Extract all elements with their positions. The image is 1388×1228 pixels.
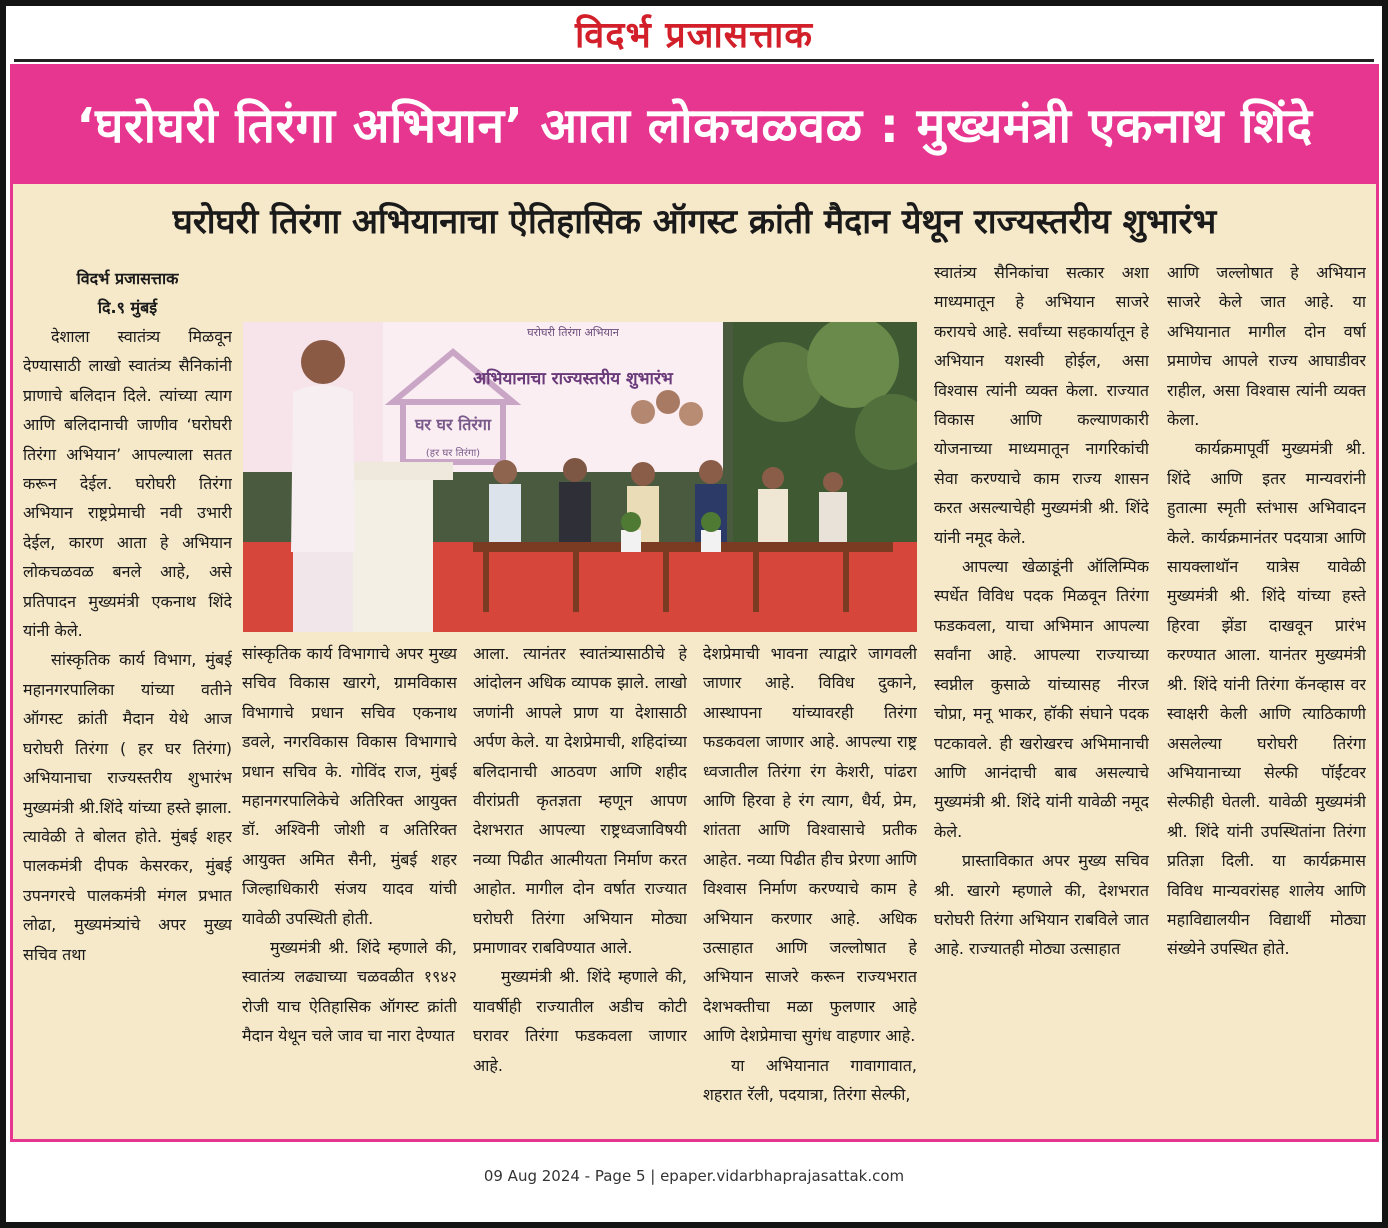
- article-column-2: [242, 639, 457, 1134]
- paragraph: प्रास्ताविकात अपर मुख्य सचिव श्री. खारगे म्हणाले की, देशभरात घरोघरी तिरंगा अभियान राबविले जात आहे. राज्यातही मोठ्या उत्साहात: [934, 851, 1149, 959]
- headline-banner: [10, 64, 1379, 184]
- paragraph: आपल्या खेळाडूंनी ऑलिम्पिक स्पर्धेत विविध पदक मिळवून तिरंगा फडकवला, याचा अभिमान आपल्या सर्वांना आहे. आपल्या राज्याच्या स्वप्नील कुसाळे यांच्यासह नीरज चोप्रा, मनू भाकर, हॉकी संघाने पदक पटकावले. ही खरोखरच अभिमानाची आणि आनंदाची बाब असल्याचे मुख्यमंत्री श्री. शिंदे यांनी यावेळी नमूद केले.: [934, 557, 1149, 841]
- masthead: [6, 6, 1382, 60]
- paragraph: सांस्कृतिक कार्य विभागाचे अपर मुख्य सचिव विकास खारगे, ग्रामविकास विभागाचे प्रधान सचिव एकनाथ डवले, नगरविकास विकास विभागाचे प्रधान सचिव के. गोविंद राज, मुंबई महानगरपालिकेचे अतिरिक्त आयुक्त डॉ. अश्विनी जोशी व अतिरिक्त आयुक्त अमित सैनी, मुंबई शहर जिल्हाधिकारी संजय यादव यांची यावेळी उपस्थिती होती.: [242, 644, 457, 928]
- article-column-5: [934, 258, 1149, 1134]
- paragraph: कार्यक्रमापूर्वी मुख्यमंत्री श्री. शिंदे आणि इतर मान्यवरांनी हुतात्मा स्मृती स्तंभास अभिवादन केले. कार्यक्रमानंतर पदयात्रा आणि सायक्लाथॉन यात्रेस यावेळी मुख्यमंत्री श्री. शिंदे यांच्या हस्ते हिरवा झेंडा दाखवून प्रारंभ करण्यात आला. यानंतर मुख्यमंत्री श्री. शिंदे यांनी तिरंगा कॅनव्हास वर स्वाक्षरी केली आणि त्याठिकाणी असलेल्या घरोघरी तिरंगा अभियानाच्या सेल्फी पॉईंटवर सेल्फीही घेतली. यावेळी मुख्यमंत्री श्री. शिंदे यांनी उपस्थितांना तिरंगा प्रतिज्ञा दिली. या कार्यक्रमास विविध मान्यवरांसह शालेय आणि महाविद्यालयीन विद्यार्थी मोठ्या संख्येने उपस्थित होते.: [1167, 439, 1366, 959]
- photo-banner-main: अभियानाचा राज्यस्तरीय शुभारंभ: [473, 369, 673, 389]
- article-column-6: [1167, 258, 1366, 1134]
- photo-logo-text: घर घर तिरंगा: [414, 415, 492, 434]
- paragraph: देशाला स्वातंत्र्य मिळवून देण्यासाठी लाखो स्वातंत्र्य सैनिकांनी प्राणाचे बलिदान दिले. त्यांच्या त्याग आणि बलिदानाची जाणीव ‘घरोघरी तिरंगा अभियान’ आपल्याला सतत करून देईल. घरोघरी तिरंगा अभियान राष्ट्रप्रेमाची नवी उभारी देईल, कारण आता हे अभियान लोकचळवळ बनले आहे, असे प्रतिपादन मुख्यमंत्री एकनाथ शिंदे यांनी केले.: [23, 327, 232, 641]
- headline: ‘घरोघरी तिरंगा अभियान’ आता लोकचळवळ : मुख्यमंत्री एकनाथ शिंदे: [76, 97, 1313, 154]
- article-column-4: [703, 639, 917, 1134]
- subheadline: घरोघरी तिरंगा अभियानाचा ऐतिहासिक ऑगस्ट क्रांती मैदान येथून राज्यस्तरीय शुभारंभ: [172, 202, 1217, 242]
- subheadline-bar: [13, 184, 1376, 256]
- paragraph: सांस्कृतिक कार्य विभाग, मुंबई महानगरपालिका यांच्या वतीने ऑगस्ट क्रांती मैदान येथे आज घरोघरी तिरंगा ( हर घर तिरंगा) अभियानाचा राज्यस्तरीय शुभारंभ मुख्यमंत्री श्री.शिंदे यांच्या हस्ते झाला. त्यावेळी ते बोलत होते. मुंबई शहर पालकमंत्री दीपक केसरकर, मुंबई उपनगरचे पालकमंत्री मंगल प्रभात लोढा, मुख्यमंत्र्यांचे अपर मुख्य सचिव तथा: [23, 650, 232, 964]
- paragraph: देशप्रेमाची भावना त्याद्वारे जागवली जाणार आहे. विविध दुकाने, आस्थापना यांच्यावरही तिरंगा फडकवला जाणार आहे. आपल्या राष्ट्र ध्वजातील तिरंगा रंग केशरी, पांढरा आणि हिरवा हे रंग त्याग, धैर्य, प्रेम, शांतता आणि विश्वासाचे प्रतीक आहेत. नव्या पिढीत हीच प्रेरणा आणि विश्वास निर्माण करण्याचे काम हे अभियान करणार आहे. अधिक उत्साहात आणि जल्लोषात हे अभियान साजरे करून राज्यभरात देशभक्तीचा मळा फुलणार आहे आणि देशप्रेमाचा सुगंध वाहणार आहे.: [703, 644, 917, 1046]
- article-panel: [10, 64, 1379, 1142]
- paragraph: मुख्यमंत्री श्री. शिंदे म्हणाले की, यावर्षीही राज्यातील अडीच कोटी घरावर तिरंगा फडकवला जाणार आहे.: [473, 967, 687, 1075]
- masthead-rule: [14, 59, 1374, 62]
- paragraph: या अभियानात गावागावात, शहरात रॅली, पदयात्रा, तिरंगा सेल्फी,: [703, 1055, 917, 1105]
- newspaper-name: विदर्भ प्रजासत्ताक: [574, 13, 813, 56]
- paragraph: स्वातंत्र्य सैनिकांचा सत्कार अशा माध्यमातून हे अभियान साजरे करायचे आहे. सर्वांच्या सहकार्यातून हे अभियान यशस्वी होईल, असा विश्वास त्यांनी व्यक्त केला. राज्यात विकास आणि कल्याणकारी योजनाच्या माध्यमातून नागरिकांची सेवा करण्याचे काम राज्य शासन करत असल्याचेही मुख्यमंत्री श्री. शिंदे यांनी नमूद केले.: [934, 263, 1149, 547]
- paragraph: आला. त्यानंतर स्वातंत्र्यासाठीचे हे आंदोलन अधिक व्यापक झाले. लाखो जणांनी आपले प्राण या देशासाठी अर्पण केले. या देशप्रेमाची, शहिदांच्या बलिदानाची आठवण आणि शहीद वीरांप्रती कृतज्ञता म्हणून आपण देशभरात आपल्या राष्ट्रध्वजाविषयी नव्या पिढीत आत्मीयता निर्माण करत आहोत. मागील दोन वर्षात राज्यात घरोघरी तिरंगा अभियान मोठ्या प्रमाणावर राबविण्यात आले.: [473, 644, 687, 958]
- article-sheet: [13, 184, 1376, 1139]
- event-photo-illustration: [243, 322, 917, 632]
- dateline-place: दि.९ मुंबई: [97, 298, 158, 317]
- paragraph: आणि जल्लोषात हे अभियान साजरे केले जात आहे. या अभियानात मागील दोन वर्षा प्रमाणेच आपले राज्य आघाडीवर राहील, असा विश्वास त्यांनी व्यक्त केला.: [1167, 263, 1366, 430]
- article-column-1: [23, 264, 232, 1134]
- footer-text: 09 Aug 2024 - Page 5 | epaper.vidarbhaprajasattak.com: [483, 1167, 905, 1185]
- footer: [6, 1164, 1382, 1188]
- photo-logo-subtext: (हर घर तिरंगा): [425, 448, 481, 459]
- dateline-source: विदर्भ प्रजासत्ताक: [76, 269, 179, 288]
- photo-banner-small: घरोघरी तिरंगा अभियान: [527, 326, 619, 339]
- article-column-3: [473, 639, 687, 1134]
- paragraph: मुख्यमंत्री श्री. शिंदे म्हणाले की, स्वातंत्र्य लढ्याच्या चळवळीत १९४२ रोजी याच ऐतिहासिक ऑगस्ट क्रांती मैदान येथून चले जाव चा नारा देण्यात: [242, 938, 457, 1046]
- event-photo: [243, 322, 917, 632]
